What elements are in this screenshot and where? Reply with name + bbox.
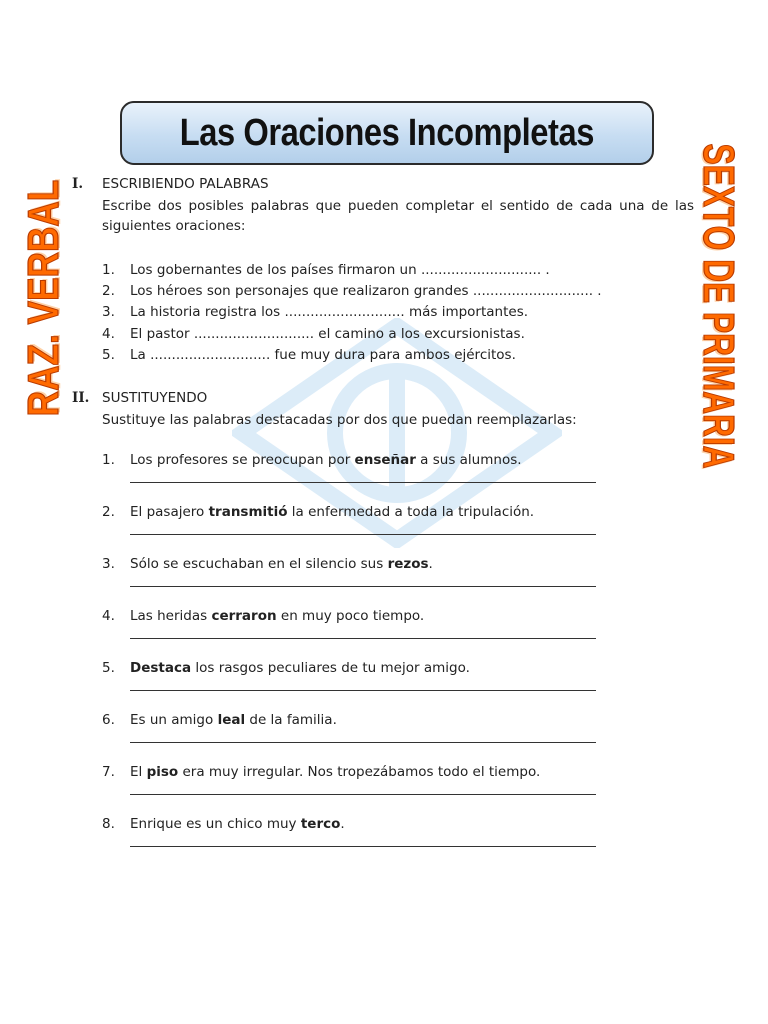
list-item: 6. Es un amigo leal de la familia. [102, 712, 337, 728]
highlighted-word: enseñar [354, 452, 416, 468]
answer-line[interactable] [130, 742, 596, 743]
answer-line[interactable] [130, 638, 596, 639]
list-item: 8. Enrique es un chico muy terco. [102, 816, 345, 832]
section-1-title: ESCRIBIENDO PALABRAS [102, 176, 269, 192]
list-item: 3. La historia registra los ............................ más importantes. [102, 304, 529, 320]
title-banner [120, 101, 654, 165]
section-2-heading [72, 388, 207, 408]
highlighted-word: piso [146, 764, 179, 780]
section-1-instruction: Escribe dos posibles palabras que pueden completar el sentido de cada una de las siguientes oraciones: [102, 198, 694, 234]
highlighted-word: terco [300, 816, 341, 832]
subject-label: RAZ. VERBAL [19, 179, 68, 417]
answer-line[interactable] [130, 586, 596, 587]
highlighted-word: cerraron [211, 608, 277, 624]
list-item: 2. El pasajero transmitió la enfermedad a toda la tripulación. [102, 504, 535, 520]
list-item: 1. Los gobernantes de los países firmaron un ............................ . [102, 262, 550, 278]
list-item: 4. Las heridas cerraron en muy poco tiempo. [102, 608, 425, 624]
highlighted-word: transmitió [208, 504, 288, 520]
answer-line[interactable] [130, 846, 596, 847]
list-item: 2. Los héroes son personajes que realizaron grandes ............................ . [102, 283, 602, 299]
highlighted-word: leal [217, 712, 246, 728]
answer-line[interactable] [130, 690, 596, 691]
list-item: 1. Los profesores se preocupan por enseñar a sus alumnos. [102, 452, 522, 468]
answer-line[interactable] [130, 794, 596, 795]
grade-label: SEXTO DE PRIMARIA [694, 143, 743, 469]
list-item: 5. La ............................ fue muy dura para ambos ejércitos. [102, 347, 516, 363]
answer-line[interactable] [130, 534, 596, 535]
highlighted-word: rezos [387, 556, 429, 572]
list-item: 3. Sólo se escuchaban en el silencio sus rezos. [102, 556, 433, 572]
answer-line[interactable] [130, 482, 596, 483]
highlighted-word: Destaca [130, 660, 192, 676]
section-1-heading [72, 174, 269, 194]
section-2-title: SUSTITUYENDO [102, 390, 208, 406]
section-1-number: I. [72, 176, 84, 192]
list-item: 7. El piso era muy irregular. Nos tropezábamos todo el tiempo. [102, 764, 541, 780]
page-title: Las Oraciones Incompletas [179, 111, 595, 154]
list-item: 4. El pastor ............................ el camino a los excursionistas. [102, 326, 525, 342]
list-item: 5. Destaca los rasgos peculiares de tu mejor amigo. [102, 660, 470, 676]
section-2-number: II. [72, 390, 90, 406]
section-2-instruction: Sustituye las palabras destacadas por dos que puedan reemplazarlas: [102, 412, 577, 428]
